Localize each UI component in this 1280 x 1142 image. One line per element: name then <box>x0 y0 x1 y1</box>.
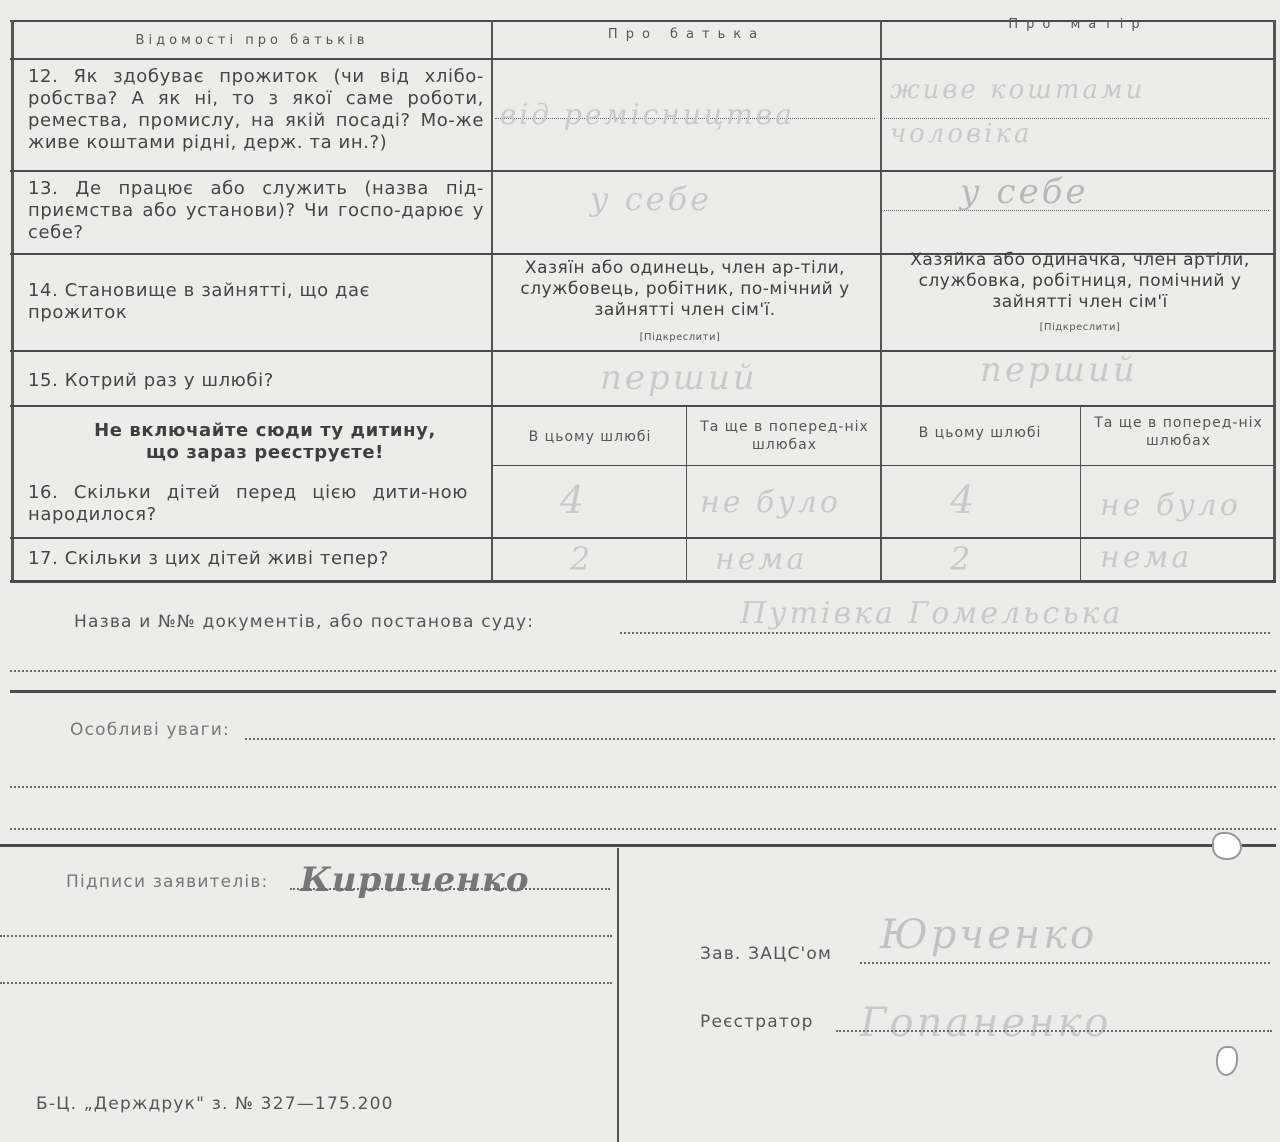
printer-imprint: Б-Ц. „Держдрук" з. № 327—175.200 <box>36 1094 394 1114</box>
mother-prev-marriages-header: Та ще в поперед-ніх шлюбах <box>1094 415 1263 449</box>
father-income-handwriting: від ремісництва <box>500 98 795 131</box>
father-children-alive-this: 2 <box>570 540 594 578</box>
documents-handwriting: Путівка Гомельська <box>740 596 1124 631</box>
mother-children-alive-this: 2 <box>950 540 974 578</box>
father-children-born-this: 4 <box>560 478 588 522</box>
mother-children-alive-prev: нема <box>1100 540 1193 575</box>
father-children-alive-prev: нема <box>715 542 808 577</box>
mother-marriage-count-handwriting: перший <box>980 350 1138 390</box>
registrar-signature: Гопаненко <box>860 1000 1112 1046</box>
father-underline-hint: [Підкреслити] <box>639 332 721 343</box>
father-this-marriage-header: В цьому шлюбі <box>528 429 652 445</box>
father-prev-marriages-header: Та ще в поперед-ніх шлюбах <box>700 419 869 453</box>
father-status-options: Хазяїн або одинець, член ар-тіли, службовець, робітник, по-мічний у зайнятті член сім'ї. <box>520 258 850 320</box>
header-questions: Відомості про батьків <box>135 33 369 48</box>
registrar-label: Реєстратор <box>700 1012 814 1032</box>
children-note: Не включайте сюди ту дитину, що зараз реєструєте! <box>94 420 436 463</box>
paper-tear-mark <box>1212 832 1242 860</box>
father-workplace-handwriting: у себе <box>590 180 713 218</box>
question-14: 14. Становище в зайнятті, що дає прожиток <box>28 280 371 323</box>
applicants-signature-label: Підписи заявителів: <box>66 872 269 892</box>
question-17: 17. Скільки з цих дітей живі тепер? <box>28 548 389 569</box>
question-15: 15. Котрий раз у шлюбі? <box>28 370 274 391</box>
head-signature: Юрченко <box>880 912 1098 958</box>
question-13: 13. Де працює або служить (назва під-приємства або установи)? Чи госпо-дарює у себе? <box>28 178 484 243</box>
father-children-born-prev: не було <box>700 485 841 520</box>
applicant-signature: Кириченко <box>300 860 530 900</box>
father-marriage-count-handwriting: перший <box>600 358 758 398</box>
mother-status-options: Хазяйка або одиначка, член артіли, службовка, робітниця, помічний у зайнятті член сім'ї <box>910 250 1250 312</box>
header-mother: Про матір <box>1008 17 1148 32</box>
mother-children-born-prev: не було <box>1100 488 1241 523</box>
mother-workplace-handwriting: у себе <box>960 172 1089 212</box>
documents-label: Назва и №№ документів, або постанова суду: <box>74 612 535 632</box>
mother-underline-hint: [Підкреслити] <box>1039 322 1121 333</box>
mother-this-marriage-header: В цьому шлюбі <box>918 425 1042 441</box>
head-label: Зав. ЗАЦС'ом <box>700 944 833 964</box>
mother-income-handwriting: живе коштами чоловіка <box>890 75 1146 149</box>
mother-children-born-this: 4 <box>950 478 978 522</box>
question-12: 12. Як здобуває прожиток (чи від хлібо-робства? А як ні, то з якої саме роботи, ремества, промислу, на якій посаді? Мо-же живе коштами рідні, держ. та ин.?) <box>28 66 484 153</box>
header-father: Про батька <box>607 27 766 42</box>
paper-tear-mark-lower <box>1216 1046 1238 1076</box>
question-16: 16. Скільки дітей перед цією дити-ною народилося? <box>28 482 468 525</box>
remarks-label: Особливі уваги: <box>70 720 230 740</box>
